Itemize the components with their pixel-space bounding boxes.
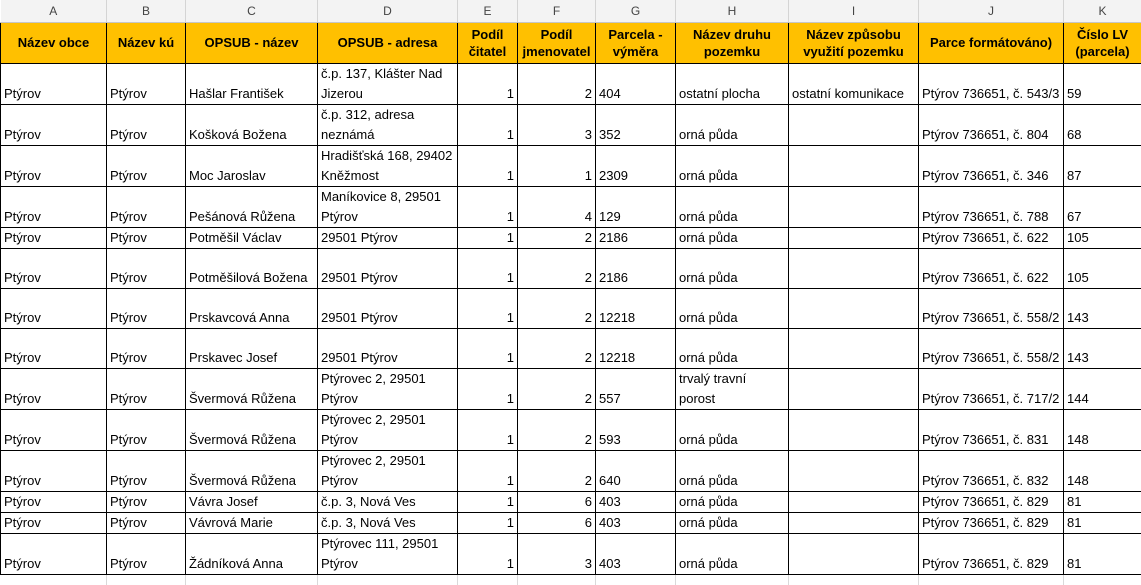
cell-obec[interactable]: Ptýrov [1,63,107,104]
empty-cell[interactable] [518,574,596,585]
cell-share-numerator[interactable]: 1 [458,368,518,409]
cell-lv-number[interactable]: 81 [1064,491,1141,512]
cell-obec[interactable]: Ptýrov [1,368,107,409]
cell-land-use[interactable] [789,368,919,409]
cell-parcel-formatted[interactable]: Ptýrov 736651, č. 804 [919,104,1064,145]
cell-share-denominator[interactable]: 6 [518,491,596,512]
cell-share-numerator[interactable]: 1 [458,328,518,368]
table-row [1,328,1141,368]
cell-share-denominator[interactable]: 1 [518,145,596,186]
cell-lv-number[interactable]: 148 [1064,450,1141,491]
cell-parcel-formatted[interactable]: Ptýrov 736651, č. 788 [919,186,1064,227]
header-cell-vyuziti[interactable]: Název způsobu využití pozemku [789,22,919,63]
cell-obec[interactable]: Ptýrov [1,450,107,491]
cell-parcel-area[interactable]: 403 [596,491,676,512]
cell-owner-name[interactable]: Švermová Růžena [186,450,318,491]
cell-land-type[interactable]: orná půda [676,328,789,368]
cell-share-numerator[interactable]: 1 [458,63,518,104]
cell-parcel-area[interactable]: 2186 [596,227,676,248]
cell-land-type[interactable]: orná půda [676,145,789,186]
table-row [1,450,1141,491]
header-cell-druh[interactable]: Název druhu pozemku [676,22,789,63]
cell-ku[interactable]: Ptýrov [107,533,186,574]
cell-land-type[interactable]: orná půda [676,450,789,491]
cell-lv-number[interactable]: 67 [1064,186,1141,227]
column-header-a[interactable]: A [1,0,107,22]
empty-cell[interactable] [789,574,919,585]
cell-owner-address[interactable]: č.p. 3, Nová Ves [318,512,458,533]
cell-owner-name[interactable]: Švermová Růžena [186,409,318,450]
cell-parcel-formatted[interactable]: Ptýrov 736651, č. 543/3 [919,63,1064,104]
column-header-f[interactable]: F [518,0,596,22]
table-row [1,512,1141,533]
cell-land-type[interactable]: ostatní plocha [676,63,789,104]
cell-share-numerator[interactable]: 1 [458,104,518,145]
table-row [1,491,1141,512]
cell-land-use[interactable]: ostatní komunikace [789,63,919,104]
cell-ku[interactable]: Ptýrov [107,227,186,248]
cell-obec[interactable]: Ptýrov [1,145,107,186]
cell-share-denominator[interactable]: 2 [518,409,596,450]
header-cell-jmenovatel[interactable]: Podíl jmenovatel [518,22,596,63]
cell-share-denominator[interactable]: 3 [518,533,596,574]
cell-land-use[interactable] [789,248,919,288]
cell-parcel-area[interactable]: 640 [596,450,676,491]
column-header-j[interactable]: J [919,0,1064,22]
empty-cell[interactable] [186,574,318,585]
cell-ku[interactable]: Ptýrov [107,450,186,491]
cell-parcel-area[interactable]: 557 [596,368,676,409]
cell-owner-name[interactable]: Košková Božena [186,104,318,145]
cell-owner-address[interactable]: Ptýrovec 2, 29501 Ptýrov [318,409,458,450]
cell-lv-number[interactable]: 81 [1064,512,1141,533]
cell-land-use[interactable] [789,533,919,574]
cell-land-type[interactable]: orná půda [676,227,789,248]
cell-share-numerator[interactable]: 1 [458,491,518,512]
cell-land-type[interactable]: orná půda [676,491,789,512]
cell-owner-name[interactable]: Hašlar František [186,63,318,104]
cell-owner-name[interactable]: Vávrová Marie [186,512,318,533]
cell-land-use[interactable] [789,328,919,368]
column-header-e[interactable]: E [458,0,518,22]
cell-land-use[interactable] [789,450,919,491]
empty-cell[interactable] [676,574,789,585]
column-header-i[interactable]: I [789,0,919,22]
cell-lv-number[interactable]: 68 [1064,104,1141,145]
header-cell-opsub-adresa[interactable]: OPSUB - adresa [318,22,458,63]
table-row [1,368,1141,409]
column-header-b[interactable]: B [107,0,186,22]
cell-parcel-area[interactable]: 404 [596,63,676,104]
cell-parcel-formatted[interactable]: Ptýrov 736651, č. 346 [919,145,1064,186]
cell-share-numerator[interactable]: 1 [458,145,518,186]
cell-owner-address[interactable]: 29501 Ptýrov [318,288,458,328]
table-body [1,63,1141,574]
cell-ku[interactable]: Ptýrov [107,248,186,288]
table-row [1,104,1141,145]
column-header-k[interactable]: K [1064,0,1141,22]
empty-cell[interactable] [919,574,1064,585]
cell-land-type[interactable]: trvalý travní porost [676,368,789,409]
cell-share-numerator[interactable]: 1 [458,288,518,328]
cell-lv-number[interactable]: 105 [1064,227,1141,248]
cell-owner-name[interactable]: Potměšil Václav [186,227,318,248]
cell-share-numerator[interactable]: 1 [458,409,518,450]
column-letter-row [1,0,1141,22]
cell-owner-name[interactable]: Švermová Růžena [186,368,318,409]
cell-parcel-formatted[interactable]: Ptýrov 736651, č. 829 [919,533,1064,574]
cell-owner-name[interactable]: Vávra Josef [186,491,318,512]
cell-lv-number[interactable]: 148 [1064,409,1141,450]
cell-owner-address[interactable]: Ptýrovec 111, 29501 Ptýrov [318,533,458,574]
cell-share-denominator[interactable]: 3 [518,104,596,145]
cell-land-type[interactable]: orná půda [676,533,789,574]
header-cell-vymera[interactable]: Parcela - výměra [596,22,676,63]
cell-parcel-area[interactable]: 12218 [596,288,676,328]
cell-obec[interactable]: Ptýrov [1,186,107,227]
cell-owner-address[interactable]: č.p. 312, adresa neznámá [318,104,458,145]
cell-parcel-formatted[interactable]: Ptýrov 736651, č. 829 [919,491,1064,512]
header-cell-lv[interactable]: Číslo LV (parcela) [1064,22,1141,63]
empty-cell[interactable] [1,574,107,585]
cell-owner-name[interactable]: Prskavcová Anna [186,288,318,328]
column-header-g[interactable]: G [596,0,676,22]
empty-cell[interactable] [318,574,458,585]
column-header-d[interactable]: D [318,0,458,22]
column-header-c[interactable]: C [186,0,318,22]
empty-cell[interactable] [458,574,518,585]
cell-ku[interactable]: Ptýrov [107,512,186,533]
cell-lv-number[interactable]: 87 [1064,145,1141,186]
cell-land-use[interactable] [789,104,919,145]
cell-parcel-area[interactable]: 2186 [596,248,676,288]
cell-share-denominator[interactable]: 6 [518,512,596,533]
cell-lv-number[interactable]: 144 [1064,368,1141,409]
table-row [1,288,1141,328]
cell-ku[interactable]: Ptýrov [107,288,186,328]
cell-ku[interactable]: Ptýrov [107,491,186,512]
cell-share-denominator[interactable]: 2 [518,368,596,409]
cell-land-type[interactable]: orná půda [676,288,789,328]
cell-parcel-formatted[interactable]: Ptýrov 736651, č. 558/2 [919,288,1064,328]
cell-owner-address[interactable]: č.p. 137, Klášter Nad Jizerou [318,63,458,104]
cell-parcel-formatted[interactable]: Ptýrov 736651, č. 622 [919,248,1064,288]
cell-obec[interactable]: Ptýrov [1,328,107,368]
cell-lv-number[interactable]: 143 [1064,328,1141,368]
cell-obec[interactable]: Ptýrov [1,227,107,248]
cell-ku[interactable]: Ptýrov [107,186,186,227]
cell-owner-address[interactable]: Hradišťská 168, 29402 Kněžmost [318,145,458,186]
empty-cell[interactable] [107,574,186,585]
header-cell-ku[interactable]: Název kú [107,22,186,63]
cell-ku[interactable]: Ptýrov [107,104,186,145]
cell-parcel-formatted[interactable]: Ptýrov 736651, č. 558/2 [919,328,1064,368]
cell-owner-address[interactable]: 29501 Ptýrov [318,328,458,368]
cell-parcel-area[interactable]: 2309 [596,145,676,186]
cell-owner-address[interactable]: 29501 Ptýrov [318,248,458,288]
cell-lv-number[interactable]: 59 [1064,63,1141,104]
cell-obec[interactable]: Ptýrov [1,288,107,328]
cell-share-denominator[interactable]: 4 [518,186,596,227]
cell-owner-address[interactable]: 29501 Ptýrov [318,227,458,248]
cell-parcel-area[interactable]: 12218 [596,328,676,368]
cell-share-numerator[interactable]: 1 [458,533,518,574]
cell-share-denominator[interactable]: 2 [518,63,596,104]
cell-land-use[interactable] [789,512,919,533]
table-row [1,409,1141,450]
cell-share-denominator[interactable]: 2 [518,227,596,248]
cell-parcel-formatted[interactable]: Ptýrov 736651, č. 832 [919,450,1064,491]
cell-share-numerator[interactable]: 1 [458,186,518,227]
cell-parcel-formatted[interactable]: Ptýrov 736651, č. 831 [919,409,1064,450]
cell-owner-name[interactable]: Moc Jaroslav [186,145,318,186]
cell-obec[interactable]: Ptýrov [1,512,107,533]
cell-parcel-formatted[interactable]: Ptýrov 736651, č. 717/2 [919,368,1064,409]
cell-land-type[interactable]: orná půda [676,248,789,288]
cell-parcel-area[interactable]: 403 [596,533,676,574]
cell-parcel-area[interactable]: 129 [596,186,676,227]
cell-ku[interactable]: Ptýrov [107,328,186,368]
cell-land-use[interactable] [789,409,919,450]
table-row [1,227,1141,248]
cell-share-denominator[interactable]: 2 [518,450,596,491]
cell-parcel-area[interactable]: 593 [596,409,676,450]
cell-share-denominator[interactable]: 2 [518,288,596,328]
cell-land-use[interactable] [789,288,919,328]
cell-obec[interactable]: Ptýrov [1,104,107,145]
cell-land-type[interactable]: orná půda [676,186,789,227]
cell-share-denominator[interactable]: 2 [518,328,596,368]
table-row [1,186,1141,227]
cell-owner-address[interactable]: Ptýrovec 2, 29501 Ptýrov [318,450,458,491]
header-cell-obec[interactable]: Název obce [1,22,107,63]
empty-row [1,574,1141,585]
cell-share-numerator[interactable]: 1 [458,512,518,533]
cell-parcel-area[interactable]: 403 [596,512,676,533]
header-row [1,22,1141,63]
header-cell-opsub-nazev[interactable]: OPSUB - název [186,22,318,63]
empty-rows [1,574,1141,585]
table-row [1,145,1141,186]
cell-share-numerator[interactable]: 1 [458,248,518,288]
cell-owner-address[interactable]: č.p. 3, Nová Ves [318,491,458,512]
header-cell-citatel[interactable]: Podíl čitatel [458,22,518,63]
cell-obec[interactable]: Ptýrov [1,533,107,574]
cell-obec[interactable]: Ptýrov [1,248,107,288]
cell-owner-name[interactable]: Pešánová Růžena [186,186,318,227]
cell-owner-name[interactable]: Žádníková Anna [186,533,318,574]
cell-land-type[interactable]: orná půda [676,409,789,450]
empty-cell[interactable] [1064,574,1141,585]
cell-owner-name[interactable]: Prskavec Josef [186,328,318,368]
header-cell-parcela[interactable]: Parce formátováno) [919,22,1064,63]
cell-owner-address[interactable]: Maníkovice 8, 29501 Ptýrov [318,186,458,227]
cell-ku[interactable]: Ptýrov [107,368,186,409]
cell-obec[interactable]: Ptýrov [1,409,107,450]
cell-land-type[interactable]: orná půda [676,104,789,145]
cell-land-use[interactable] [789,145,919,186]
cell-land-type[interactable]: orná půda [676,512,789,533]
column-header-h[interactable]: H [676,0,789,22]
table-row [1,533,1141,574]
cell-lv-number[interactable]: 143 [1064,288,1141,328]
cell-lv-number[interactable]: 81 [1064,533,1141,574]
cell-parcel-area[interactable]: 352 [596,104,676,145]
cell-ku[interactable]: Ptýrov [107,409,186,450]
cell-owner-name[interactable]: Potměšilová Božena [186,248,318,288]
cell-land-use[interactable] [789,186,919,227]
cell-share-denominator[interactable]: 2 [518,248,596,288]
cell-obec[interactable]: Ptýrov [1,491,107,512]
table-row [1,63,1141,104]
table-row [1,248,1141,288]
cell-parcel-formatted[interactable]: Ptýrov 736651, č. 829 [919,512,1064,533]
cell-ku[interactable]: Ptýrov [107,63,186,104]
cell-parcel-formatted[interactable]: Ptýrov 736651, č. 622 [919,227,1064,248]
cell-share-numerator[interactable]: 1 [458,450,518,491]
cell-share-numerator[interactable]: 1 [458,227,518,248]
empty-cell[interactable] [596,574,676,585]
cell-land-use[interactable] [789,491,919,512]
cell-lv-number[interactable]: 105 [1064,248,1141,288]
cell-land-use[interactable] [789,227,919,248]
cell-ku[interactable]: Ptýrov [107,145,186,186]
cell-owner-address[interactable]: Ptýrovec 2, 29501 Ptýrov [318,368,458,409]
